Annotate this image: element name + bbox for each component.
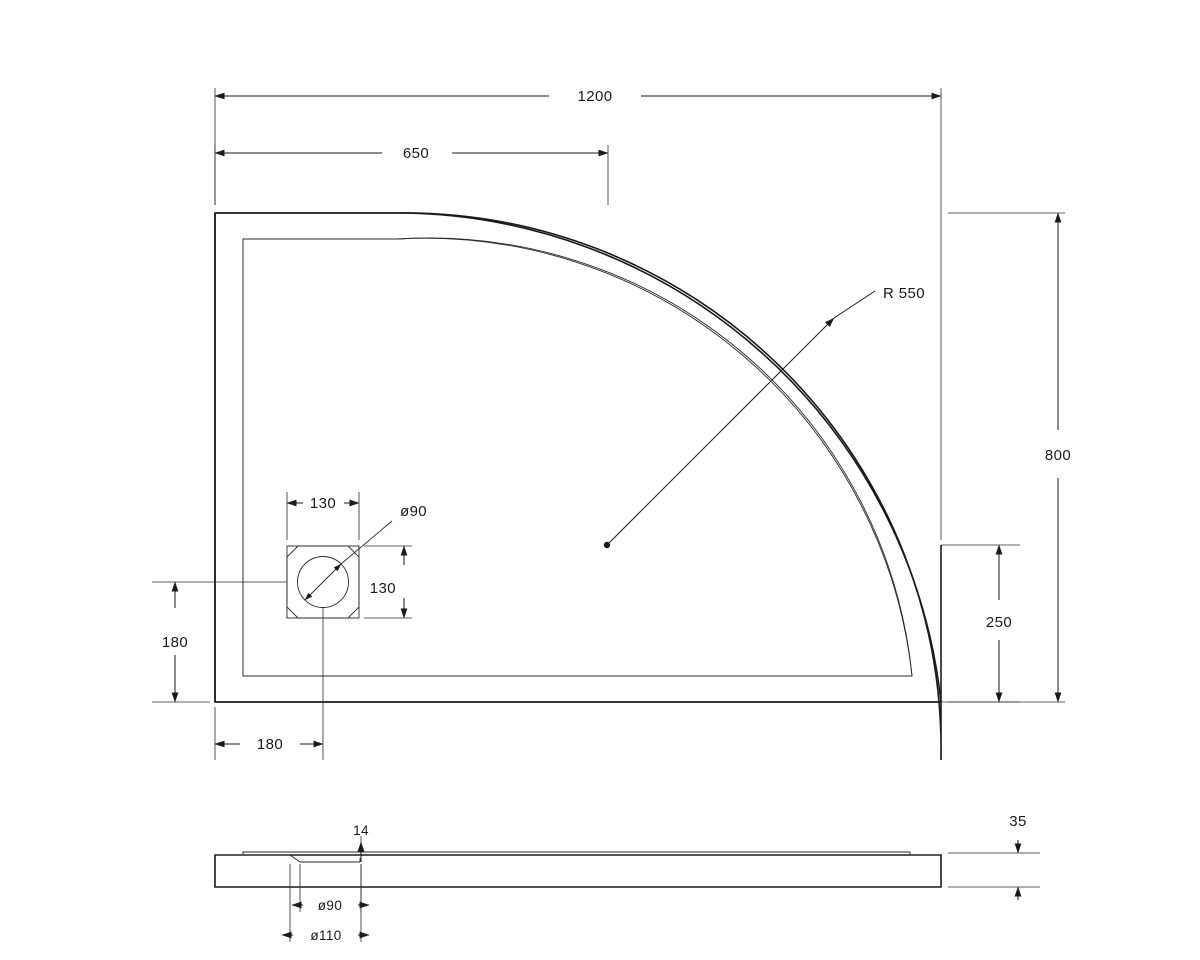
dim-waste-square-width [287, 492, 359, 540]
dim-label-r550: R 550 [883, 285, 926, 302]
dim-label-35: 35 [1009, 813, 1027, 830]
dim-section-hole-dia [292, 864, 369, 913]
dim-label-dia110-section: ø110 [310, 928, 342, 943]
dim-label-130-height: 130 [369, 580, 396, 597]
dim-waste-square-height [364, 546, 412, 618]
section-view-outline [215, 852, 941, 887]
dim-label-650: 650 [402, 145, 430, 162]
dim-right-offset [941, 545, 1020, 702]
dim-label-180-left: 180 [256, 736, 284, 753]
dim-section-step [353, 823, 369, 862]
dim-label-800: 800 [1044, 447, 1072, 464]
plan-view-tray-outline [215, 213, 941, 760]
dim-label-14: 14 [353, 823, 369, 838]
dim-overall-width [215, 88, 941, 540]
dim-label-dia90-plan: ø90 [400, 503, 428, 520]
dim-corner-radius [604, 285, 925, 548]
dim-label-dia90-section: ø90 [317, 898, 343, 913]
dim-section-thickness [948, 813, 1040, 900]
dim-label-1200: 1200 [577, 88, 613, 105]
dim-label-130-width: 130 [309, 495, 337, 512]
dim-waste-offset-bottom [152, 582, 287, 702]
dim-waste-offset-left [215, 608, 323, 760]
waste-outlet [287, 503, 427, 618]
dim-half-width [215, 145, 608, 205]
dim-label-180-bottom: 180 [161, 634, 189, 651]
dim-label-250: 250 [985, 614, 1013, 631]
